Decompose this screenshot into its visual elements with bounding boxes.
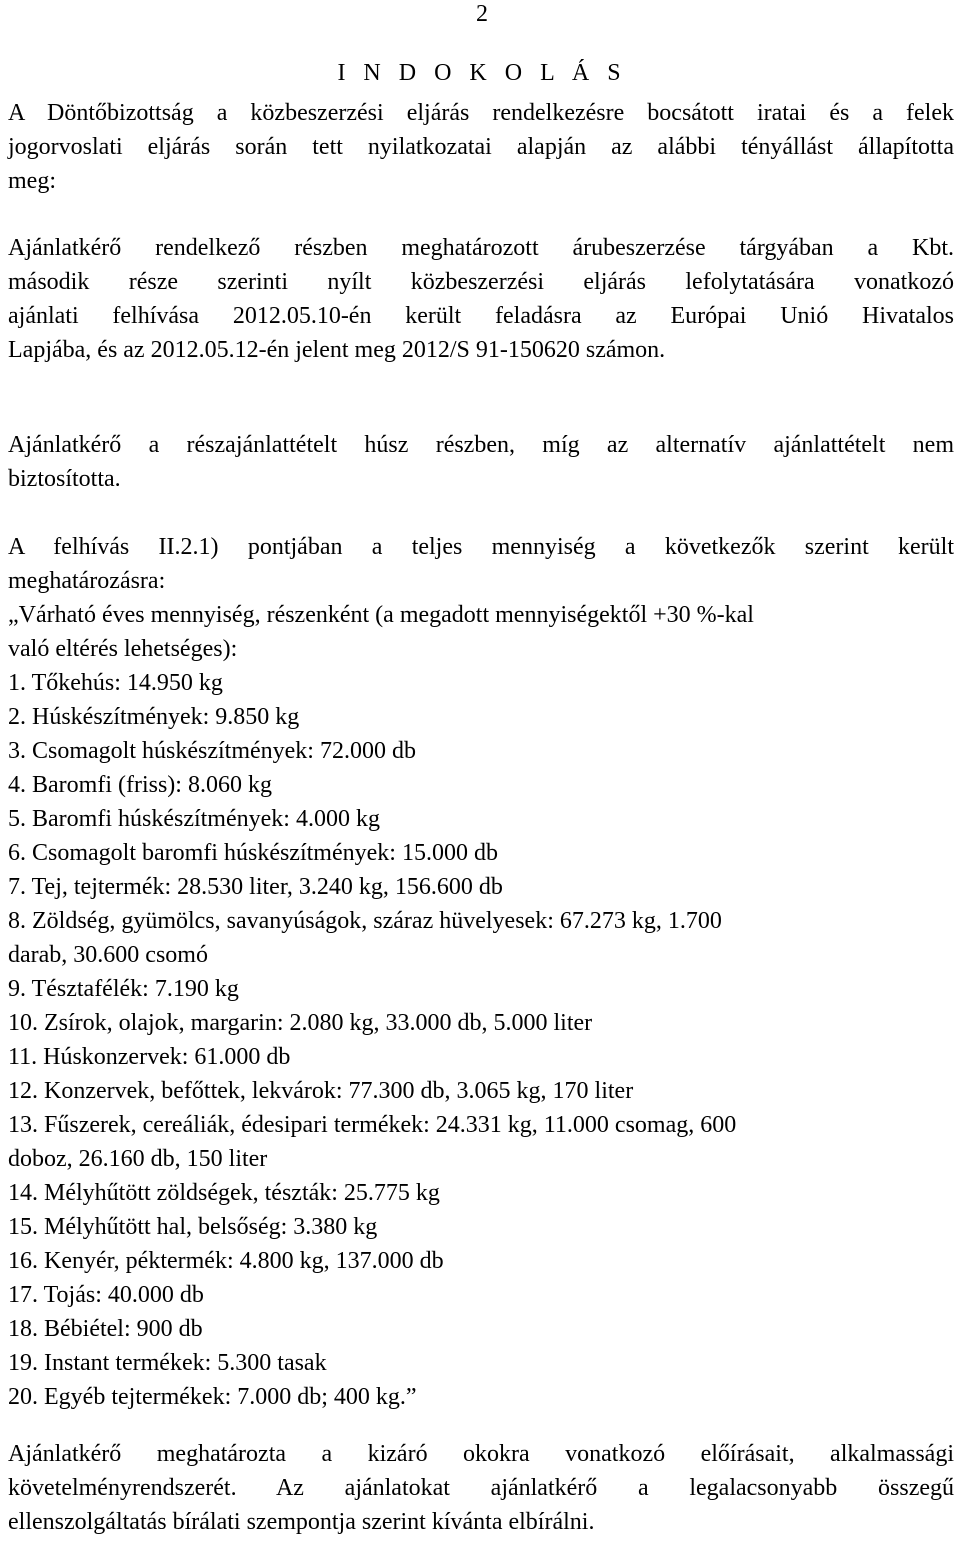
list-item: 11. Húskonzervek: 61.000 db [8, 1044, 291, 1070]
text-line: A Döntőbizottság a közbeszerzési eljárás rendelkezésre bocsátott iratai és a felek [8, 100, 954, 126]
list-item: 15. Mélyhűtött hal, belsőség: 3.380 kg [8, 1214, 378, 1240]
list-item: 14. Mélyhűtött zöldségek, tészták: 25.775 kg [8, 1180, 440, 1206]
list-item: 12. Konzervek, befőttek, lekvárok: 77.300 db, 3.065 kg, 170 liter [8, 1078, 634, 1104]
list-item: doboz, 26.160 db, 150 liter [8, 1146, 268, 1172]
text-line: Ajánlatkérő a részajánlattételt húsz részben, míg az alternatív ajánlattételt nem [8, 432, 954, 458]
text-line: meghatározásra: [8, 568, 166, 594]
list-item: 7. Tej, tejtermék: 28.530 liter, 3.240 kg, 156.600 db [8, 874, 503, 900]
paragraph-partial-tenders [8, 428, 954, 496]
text-line: Ajánlatkérő rendelkező részben meghatározott árubeszerzése tárgyában a Kbt. [8, 235, 954, 261]
text-line: való eltérés lehetséges): [8, 636, 238, 662]
text-line: biztosította. [8, 466, 121, 492]
list-item: 8. Zöldség, gyümölcs, savanyúságok, száraz hüvelyesek: 67.273 kg, 1.700 [8, 908, 722, 934]
paragraph-exclusion-criteria [8, 1437, 954, 1539]
text-line: második része szerinti nyílt közbeszerzési eljárás lefolytatására vonatkozó [8, 269, 954, 295]
text-line: ajánlati felhívása 2012.05.10-én került feladásra az Európai Unió Hivatalos [8, 303, 954, 329]
text-line: követelményrendszerét. Az ajánlatokat ajánlatkérő a legalacsonyabb összegű [8, 1475, 954, 1501]
list-item: 17. Tojás: 40.000 db [8, 1282, 204, 1308]
document-heading: I N D O K O L Á S [337, 60, 627, 86]
list-item: 20. Egyéb tejtermékek: 7.000 db; 400 kg.” [8, 1384, 417, 1410]
text-line: Lapjába, és az 2012.05.12-én jelent meg 2012/S 91-150620 számon. [8, 337, 666, 363]
quantity-list [8, 666, 954, 1414]
text-line: ellenszolgáltatás bírálati szempontja szerint kívánta elbírálni. [8, 1509, 595, 1535]
list-item: 10. Zsírok, olajok, margarin: 2.080 kg, 33.000 db, 5.000 liter [8, 1010, 593, 1036]
page-number: 2 [476, 1, 488, 27]
paragraph-findings-intro [8, 96, 954, 198]
list-item: 5. Baromfi húskészítmények: 4.000 kg [8, 806, 380, 832]
list-item: 9. Tésztafélék: 7.190 kg [8, 976, 239, 1002]
list-item: 13. Fűszerek, cereáliák, édesipari termékek: 24.331 kg, 11.000 csomag, 600 [8, 1112, 737, 1138]
list-item: 19. Instant termékek: 5.300 tasak [8, 1350, 327, 1376]
text-line: „Várható éves mennyiség, részenként (a megadott mennyiségektől +30 %-kal [8, 602, 754, 628]
list-item: 18. Bébiétel: 900 db [8, 1316, 203, 1342]
list-item: 6. Csomagolt baromfi húskészítmények: 15.000 db [8, 840, 498, 866]
list-item: 16. Kenyér, péktermék: 4.800 kg, 137.000 db [8, 1248, 444, 1274]
paragraph-quantity-intro [8, 530, 954, 666]
list-item: 1. Tőkehús: 14.950 kg [8, 670, 223, 696]
text-line: A felhívás II.2.1) pontjában a teljes mennyiség a következők szerint került [8, 534, 954, 560]
list-item: 2. Húskészítmények: 9.850 kg [8, 704, 300, 730]
list-item: darab, 30.600 csomó [8, 942, 208, 968]
paragraph-procurement-notice [8, 231, 954, 367]
text-line: meg: [8, 168, 56, 194]
list-item: 4. Baromfi (friss): 8.060 kg [8, 772, 272, 798]
text-line: Ajánlatkérő meghatározta a kizáró okokra vonatkozó előírásait, alkalmassági [8, 1441, 954, 1467]
list-item: 3. Csomagolt húskészítmények: 72.000 db [8, 738, 416, 764]
text-line: jogorvoslati eljárás során tett nyilatkozatai alapján az alábbi tényállást állapította [8, 134, 954, 160]
